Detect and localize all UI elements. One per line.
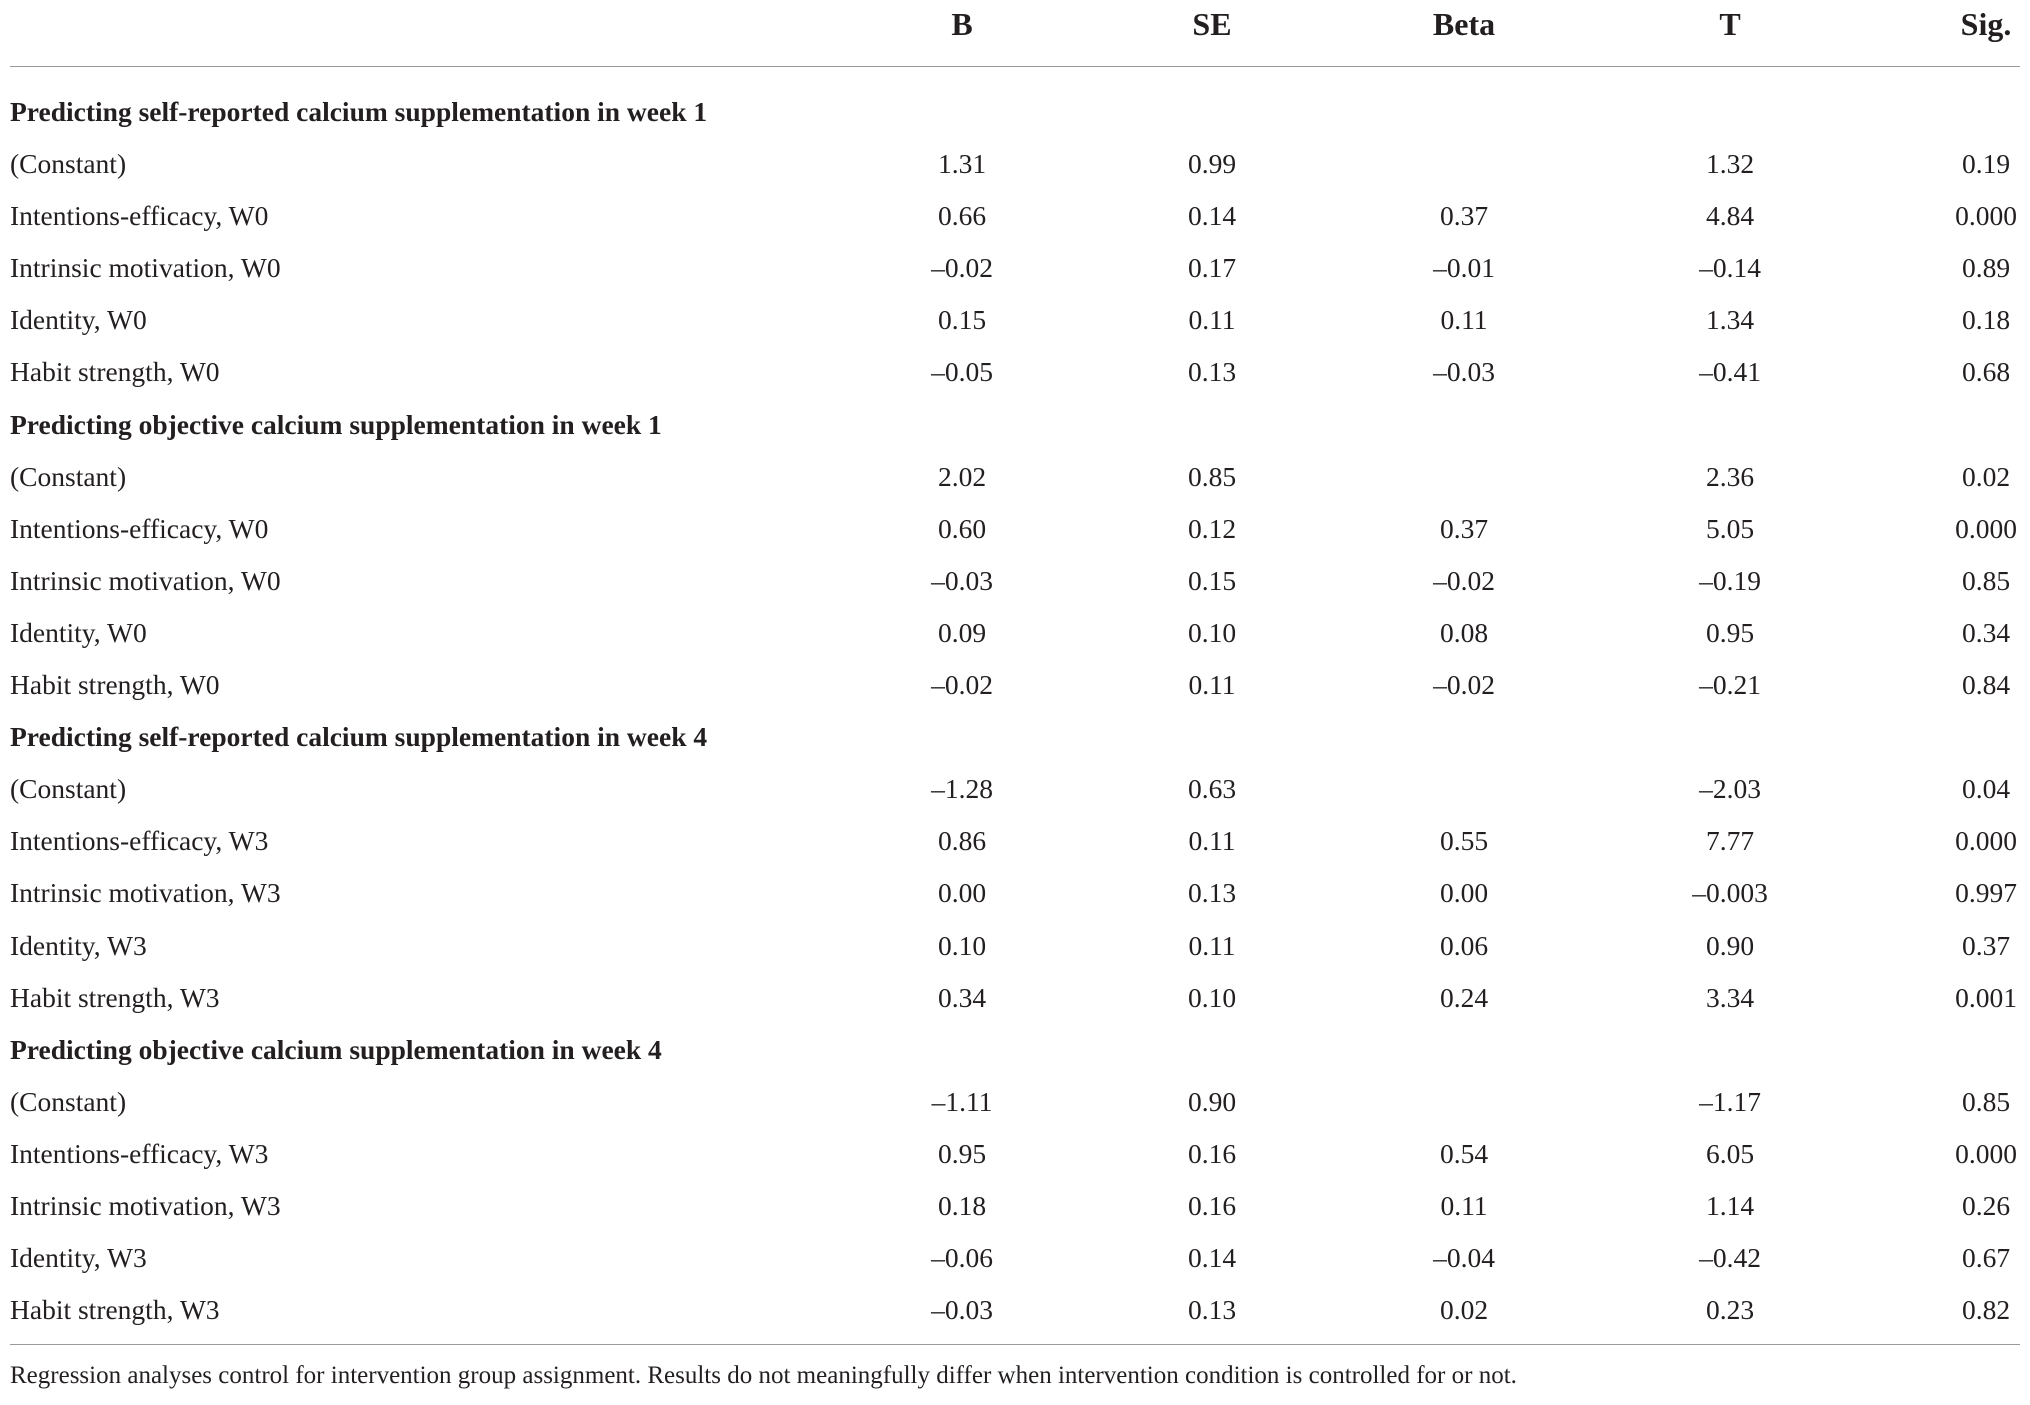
cell-t: 0.90 — [1705, 929, 1755, 961]
cell-se: 0.14 — [1187, 200, 1237, 232]
cell-beta: –0.01 — [1433, 252, 1495, 284]
cell-t: –0.19 — [1699, 564, 1761, 596]
row-label: Intrinsic motivation, W0 — [10, 252, 281, 284]
cell-sig: 0.18 — [1961, 304, 2011, 336]
row-label: Habit strength, W0 — [10, 356, 220, 388]
cell-b: 0.66 — [937, 200, 987, 232]
row-label: Intentions-efficacy, W0 — [10, 200, 269, 232]
cell-t: 0.95 — [1705, 616, 1755, 648]
cell-beta: 0.11 — [1440, 1189, 1488, 1221]
section-header — [10, 403, 2020, 455]
section-title: Predicting self-reported calcium supplementation in week 1 — [10, 96, 708, 127]
cell-t: 6.05 — [1705, 1137, 1755, 1169]
table-row — [10, 663, 2020, 715]
column-header-t: T — [1719, 6, 1741, 42]
row-label: Intentions-efficacy, W3 — [10, 1137, 269, 1169]
table-bottom-rule — [10, 1344, 2020, 1345]
cell-b: –1.11 — [931, 1085, 993, 1117]
table-row — [10, 611, 2020, 663]
table-row — [10, 976, 2020, 1028]
cell-sig: 0.85 — [1961, 1085, 2011, 1117]
table-row — [10, 194, 2020, 246]
cell-b: –0.02 — [931, 669, 993, 701]
cell-t: –0.21 — [1699, 669, 1761, 701]
cell-beta: 0.08 — [1439, 616, 1489, 648]
table-row — [10, 1184, 2020, 1236]
cell-sig: 0.82 — [1961, 1294, 2011, 1326]
cell-t: 3.34 — [1705, 981, 1755, 1013]
cell-t: 2.36 — [1705, 460, 1755, 492]
table-row — [10, 298, 2020, 350]
cell-t: 5.05 — [1705, 512, 1755, 544]
cell-b: –0.03 — [931, 564, 993, 596]
table-row — [10, 559, 2020, 611]
table-row — [10, 1132, 2020, 1184]
table-body — [10, 67, 2020, 1340]
cell-beta: 0.06 — [1439, 929, 1489, 961]
table-header — [10, 0, 2020, 67]
cell-b: –0.02 — [931, 252, 993, 284]
cell-t: 4.84 — [1705, 200, 1755, 232]
cell-beta: –0.02 — [1433, 669, 1495, 701]
cell-t: 1.34 — [1705, 304, 1755, 336]
cell-b: 0.34 — [937, 981, 987, 1013]
cell-se: 0.10 — [1187, 981, 1237, 1013]
cell-sig: 0.85 — [1961, 564, 2011, 596]
cell-sig: 0.34 — [1961, 616, 2011, 648]
cell-beta: –0.03 — [1433, 356, 1495, 388]
cell-sig: 0.001 — [1955, 981, 2017, 1013]
table-row — [10, 507, 2020, 559]
table-footnote: Regression analyses control for intervention group assignment. Results do not meaningfully differ when intervention condition is controlled for or not. — [10, 1362, 1517, 1389]
row-label: (Constant) — [10, 460, 127, 492]
cell-t: 7.77 — [1705, 825, 1755, 857]
section-title: Predicting objective calcium supplementation in week 1 — [10, 408, 662, 440]
cell-se: 0.11 — [1188, 825, 1236, 857]
row-label: Habit strength, W3 — [10, 1294, 220, 1326]
cell-sig: 0.68 — [1961, 356, 2011, 388]
cell-t: 1.32 — [1705, 148, 1755, 180]
cell-b: 0.09 — [937, 616, 987, 648]
cell-sig: 0.37 — [1961, 929, 2011, 961]
cell-beta: –0.04 — [1433, 1242, 1495, 1274]
cell-t: –0.41 — [1699, 356, 1761, 388]
cell-sig: 0.000 — [1955, 825, 2017, 857]
cell-beta: 0.02 — [1439, 1294, 1489, 1326]
cell-beta: 0.55 — [1439, 825, 1489, 857]
regression-table — [10, 0, 2020, 1340]
table-row — [10, 924, 2020, 976]
cell-se: 0.90 — [1187, 1085, 1237, 1117]
cell-b: 2.02 — [937, 460, 987, 492]
row-label: Identity, W3 — [10, 929, 147, 961]
cell-beta: 0.11 — [1440, 304, 1488, 336]
cell-sig: 0.26 — [1961, 1189, 2011, 1221]
row-label: Intrinsic motivation, W0 — [10, 564, 281, 596]
cell-se: 0.99 — [1187, 148, 1237, 180]
cell-se: 0.17 — [1187, 252, 1237, 284]
cell-se: 0.85 — [1187, 460, 1237, 492]
cell-beta: –0.02 — [1433, 564, 1495, 596]
cell-b: 0.15 — [937, 304, 987, 336]
cell-b: –0.06 — [931, 1242, 993, 1274]
cell-sig: 0.000 — [1955, 1137, 2017, 1169]
cell-se: 0.13 — [1187, 877, 1237, 909]
table-row — [10, 1236, 2020, 1288]
cell-se: 0.12 — [1187, 512, 1237, 544]
column-header-sig: Sig. — [1960, 6, 2012, 42]
row-label: (Constant) — [10, 773, 127, 805]
row-label: Habit strength, W3 — [10, 981, 220, 1013]
table-row — [10, 142, 2020, 194]
cell-b: 0.18 — [937, 1189, 987, 1221]
section-header — [10, 90, 2020, 142]
column-header-b: B — [951, 6, 973, 42]
cell-se: 0.11 — [1188, 669, 1236, 701]
cell-t: –0.14 — [1699, 252, 1761, 284]
cell-b: 0.00 — [937, 877, 987, 909]
section-title: Predicting self-reported calcium supplementation in week 4 — [10, 721, 708, 753]
cell-se: 0.15 — [1187, 564, 1237, 596]
section-header — [10, 1028, 2020, 1080]
row-label: Intentions-efficacy, W3 — [10, 825, 269, 857]
cell-sig: 0.000 — [1955, 200, 2017, 232]
row-label: Identity, W3 — [10, 1242, 147, 1274]
cell-sig: 0.02 — [1961, 460, 2011, 492]
cell-t: 1.14 — [1705, 1189, 1755, 1221]
cell-b: 0.10 — [937, 929, 987, 961]
cell-beta: 0.00 — [1439, 877, 1489, 909]
section-title: Predicting objective calcium supplementation in week 4 — [10, 1033, 662, 1065]
table-row — [10, 871, 2020, 923]
table-row — [10, 455, 2020, 507]
cell-sig: 0.000 — [1955, 512, 2017, 544]
cell-b: –0.05 — [931, 356, 993, 388]
cell-b: –1.28 — [931, 773, 993, 805]
cell-t: 0.23 — [1705, 1294, 1755, 1326]
cell-b: 0.95 — [937, 1137, 987, 1169]
row-label: (Constant) — [10, 1085, 127, 1117]
cell-t: –1.17 — [1699, 1085, 1761, 1117]
cell-sig: 0.19 — [1961, 148, 2011, 180]
row-label: Identity, W0 — [10, 304, 147, 336]
cell-se: 0.11 — [1188, 929, 1236, 961]
table-row — [10, 819, 2020, 871]
table-row — [10, 1080, 2020, 1132]
cell-sig: 0.67 — [1961, 1242, 2011, 1274]
table-row — [10, 350, 2020, 402]
cell-t: –0.003 — [1692, 877, 1768, 909]
cell-t: –2.03 — [1699, 773, 1761, 805]
cell-se: 0.10 — [1187, 616, 1237, 648]
cell-b: 0.86 — [937, 825, 987, 857]
row-label: Identity, W0 — [10, 616, 147, 648]
row-label: Intrinsic motivation, W3 — [10, 1189, 281, 1221]
cell-sig: 0.04 — [1961, 773, 2011, 805]
row-label: Intentions-efficacy, W0 — [10, 512, 269, 544]
row-label: Intrinsic motivation, W3 — [10, 877, 281, 909]
cell-se: 0.13 — [1187, 356, 1237, 388]
cell-se: 0.16 — [1187, 1189, 1237, 1221]
cell-sig: 0.84 — [1961, 669, 2011, 701]
table-row — [10, 1288, 2020, 1340]
column-header-beta: Beta — [1432, 6, 1496, 42]
cell-sig: 0.89 — [1961, 252, 2011, 284]
cell-se: 0.63 — [1187, 773, 1237, 805]
cell-t: –0.42 — [1699, 1242, 1761, 1274]
cell-beta: 0.37 — [1439, 512, 1489, 544]
row-label: Habit strength, W0 — [10, 669, 220, 701]
cell-se: 0.16 — [1187, 1137, 1237, 1169]
cell-b: –0.03 — [931, 1294, 993, 1326]
cell-beta: 0.37 — [1439, 200, 1489, 232]
column-header-se: SE — [1192, 6, 1232, 42]
cell-b: 0.60 — [937, 512, 987, 544]
cell-se: 0.11 — [1188, 304, 1236, 336]
table-row — [10, 767, 2020, 819]
cell-b: 1.31 — [937, 148, 987, 180]
row-label: (Constant) — [10, 148, 127, 180]
section-header — [10, 715, 2020, 767]
cell-beta: 0.24 — [1439, 981, 1489, 1013]
cell-beta: 0.54 — [1439, 1137, 1489, 1169]
table-row — [10, 246, 2020, 298]
cell-se: 0.14 — [1187, 1242, 1237, 1274]
cell-se: 0.13 — [1187, 1294, 1237, 1326]
cell-sig: 0.997 — [1955, 877, 2017, 909]
